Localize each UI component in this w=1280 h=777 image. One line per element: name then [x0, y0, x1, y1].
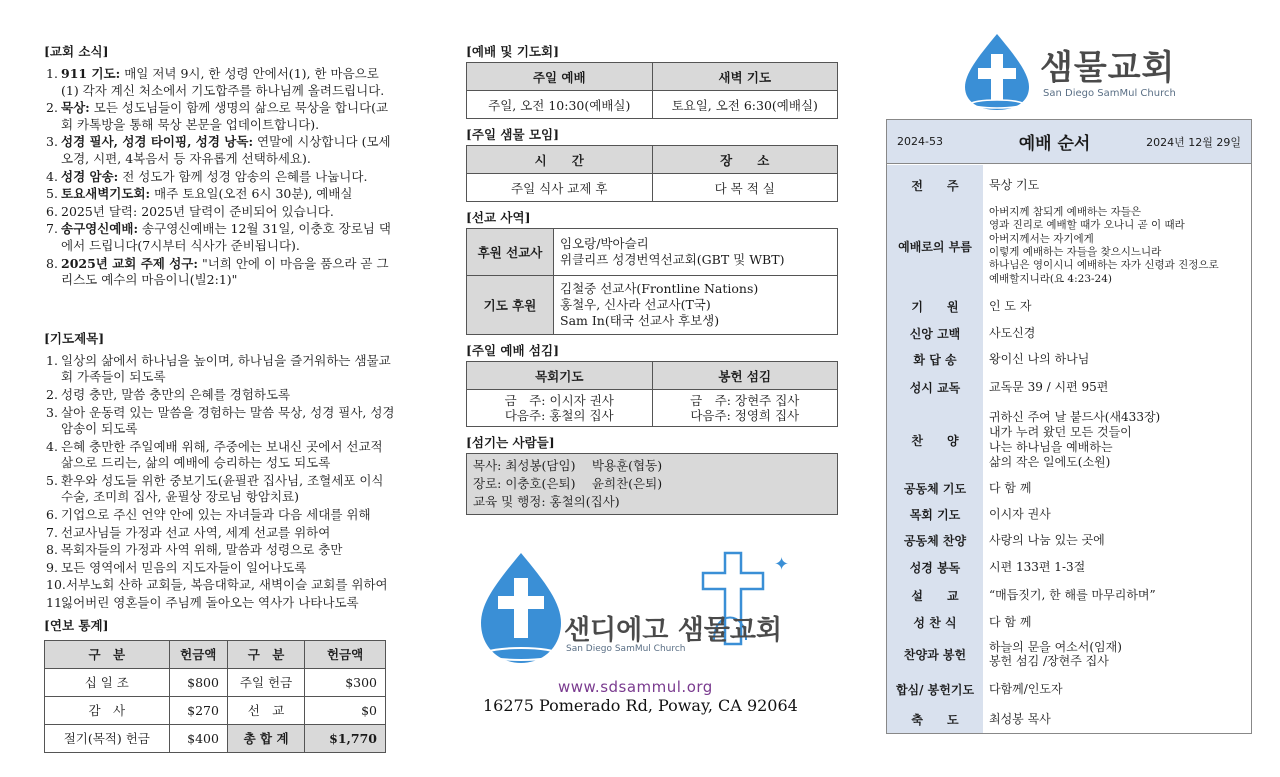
worship-order-row: [887, 348, 1251, 370]
worship-order-row: [887, 678, 1251, 700]
list-item: [44, 439, 396, 472]
worship-order-list: [887, 165, 1251, 733]
worship-order-label: 화 답 송: [913, 352, 957, 367]
meeting-value: 다 목 적 실: [652, 174, 838, 202]
serving-table: [466, 361, 838, 427]
stats-total-value: $1,770: [305, 724, 386, 752]
mission-support-line: 임오랑/박아슬리: [560, 236, 649, 251]
mission-support-label: 후원 선교사: [467, 229, 554, 276]
serving-title: [주일 예배 섬김]: [466, 343, 559, 358]
serving-header: 목회기도: [467, 362, 653, 390]
worship-order-label: 공동체 찬양: [903, 533, 967, 548]
list-item-heading: 911 기도:: [61, 66, 121, 81]
list-item-text: 선교사님들 가정과 선교 사역, 세계 선교를 위하여: [61, 524, 331, 540]
worship-order-row: [887, 173, 1251, 197]
stats-cell: $0: [305, 696, 386, 724]
stats-header: 헌금액: [169, 640, 227, 668]
list-item-text: 은혜 충만한 주일예배 위해, 주중에는 보내신 곳에서 선교적 삶으로 드리는, 삶의 예배에 승리하는 성도 되도록: [61, 438, 383, 471]
mission-title: [선교 사역]: [466, 210, 531, 225]
worship-order-row: [887, 322, 1251, 344]
serving-offering-line: 다음주: 정영희 집사: [690, 408, 800, 423]
meeting-table: [466, 145, 838, 202]
svg-text:✦: ✦: [774, 554, 790, 575]
stats-cell: 주일 헌금: [227, 668, 304, 696]
list-number: 4.: [46, 168, 58, 184]
list-item-text: 일상의 삶에서 하나님을 높이며, 하나님을 즐거워하는 샘물교회 가족들이 되도록: [61, 352, 391, 385]
list-item: [44, 595, 396, 612]
list-item-heading: 송구영신예배:: [61, 221, 139, 237]
worship-order-label: 설 교: [911, 588, 959, 603]
services-table: [466, 62, 838, 119]
worship-order-row: [887, 706, 1251, 732]
bulletin-number: 2024-53: [897, 135, 943, 148]
worship-order-value: 다함께/인도자: [989, 682, 1063, 696]
list-item: [44, 186, 396, 203]
mission-prayer-line: Sam In(태국 선교사 후보생): [560, 313, 720, 328]
worship-order-label: 찬양과 봉헌: [903, 647, 967, 662]
list-item-heading: 토요새벽기도회:: [61, 186, 151, 202]
worship-order-row: [887, 477, 1251, 499]
worship-order-label: 전 주: [911, 178, 959, 193]
list-item-text: 전 성도가 함께 성경 암송의 은혜를 나눕니다.: [118, 168, 368, 184]
list-item: [44, 507, 396, 524]
mission-table: [466, 228, 838, 335]
news-list: [44, 66, 396, 289]
list-item-text: 매일 저녁 9시, 한 성령 안에서(1), 한 마음으로(1) 각자 계신 처소에서 기도합주를 하나님께 올려드립니다.: [61, 66, 385, 98]
list-item: [44, 204, 396, 221]
worship-order-value: 다 함 께: [989, 481, 1032, 495]
serving-prayer-line: 금 주: 이시자 권사: [504, 393, 614, 408]
list-item-text: 성령 충만, 말씀 충만의 은혜를 경험하도록: [61, 386, 291, 402]
stats-table: [44, 640, 386, 753]
list-number: 10.: [46, 577, 66, 593]
stats-cell: 절기(목적) 헌금: [45, 724, 170, 752]
list-item: [44, 256, 396, 289]
list-number: 8.: [46, 542, 58, 558]
list-number: 5.: [46, 186, 58, 202]
church-logo: [962, 32, 1032, 115]
stats-cell: 감 사: [45, 696, 170, 724]
staff-box: [466, 453, 838, 515]
worship-order-value: 하늘의 문을 여소서(임재) 봉헌 섬김 /장현주 집사: [989, 640, 1122, 668]
list-item: [44, 560, 396, 577]
mission-prayer-line: 김철중 선교사(Frontline Nations): [560, 281, 759, 296]
bulletin-date: 2024년 12월 29일: [1146, 135, 1241, 149]
list-item: [44, 542, 396, 559]
list-item: [44, 525, 396, 542]
center-logo-eng: San Diego SamMul Church: [566, 644, 686, 654]
worship-order-row: [887, 503, 1251, 525]
table-row: [45, 724, 386, 752]
worship-order-header: [887, 120, 1251, 164]
worship-order-value: 최성봉 목사: [989, 712, 1051, 726]
center-logo: [476, 548, 806, 681]
staff-line: 장로: 이충호(은퇴) 윤희찬(은퇴): [473, 476, 663, 491]
list-number: 7.: [46, 221, 58, 237]
worship-order-label: 공동체 기도: [903, 481, 967, 496]
church-name: 샘물교회: [1040, 48, 1176, 88]
list-number: 6.: [46, 203, 58, 219]
list-number: 3.: [46, 134, 58, 150]
serving-offering-line: 금 주: 장현주 집사: [690, 393, 800, 408]
table-row: [45, 696, 386, 724]
worship-order-label: 예배로의 부름: [898, 239, 972, 254]
worship-order-value: 귀하신 주여 날 붙드사(새433장) 내가 누려 왔던 모든 것들이 나는 하나님을 예배하는 삶의 작은 일에도(소원): [989, 410, 1161, 469]
list-item-text: 살아 운동력 있는 말씀을 경험하는 말씀 묵상, 성경 필사, 성경 암송이 되도록: [61, 404, 395, 437]
list-item-text: 서부노회 산하 교회들, 복음대학교, 새벽이슬 교회를 위하여: [66, 577, 388, 593]
church-name-english: San Diego SamMul Church: [1043, 88, 1176, 99]
worship-order-value: 인 도 자: [989, 299, 1032, 313]
meeting-header: 장 소: [652, 146, 838, 174]
mission-support-line: 위클리프 성경번역선교회(GBT 및 WBT): [560, 252, 785, 267]
staff-title: [섬기는 사람들]: [466, 435, 555, 450]
list-item-text: 모든 성도님들이 함께 생명의 삶으로 묵상을 합니다(교회 카톡방을 통해 묵상 본문을 업데이트합니다).: [61, 100, 389, 132]
list-number: 4.: [46, 438, 58, 454]
list-item-text: 송구영신예배는 12월 31일, 이충호 장로님 댁에서 드립니다(7시부터 식사가 준비됩니다).: [61, 221, 391, 253]
staff-line: 교육 및 행정: 홍철의(집사): [473, 494, 620, 509]
list-item-text: 잃어버린 영혼들이 주님께 돌아오는 역사가 나타나도록: [61, 595, 359, 611]
list-number: 2.: [46, 386, 58, 402]
list-number: 1.: [46, 352, 58, 368]
list-number: 7.: [46, 524, 58, 540]
worship-order-label: 성 찬 식: [913, 615, 957, 630]
services-header: 주일 예배: [467, 63, 653, 91]
worship-order-label: 성경 봉독: [909, 560, 961, 575]
worship-order-value: 사도신경: [989, 326, 1036, 340]
stats-title: [연보 통계]: [44, 617, 109, 633]
list-item-text: 모든 영역에서 믿음의 지도자들이 일어나도록: [61, 559, 307, 575]
list-number: 3.: [46, 404, 58, 420]
mission-prayer-label: 기도 후원: [467, 276, 554, 335]
worship-order-label: 찬 양: [911, 433, 959, 448]
worship-order-panel: [886, 119, 1252, 734]
list-item-text: 환우와 성도들 위한 중보기도(윤필관 집사님, 조혈세포 이식 수술, 조미희 집사, 윤필상 장로님 항암치료): [61, 472, 384, 505]
worship-order-value: 사랑의 나눔 있는 곳에: [989, 533, 1105, 547]
worship-order-row: [887, 529, 1251, 551]
middle-column: [466, 42, 838, 515]
worship-order-title: 예배 순서: [1018, 134, 1091, 154]
services-title: [예배 및 기도회]: [466, 44, 559, 59]
worship-order-value: “매듭짓기, 한 해를 마무리하며”: [989, 588, 1156, 602]
stats-cell: $800: [169, 668, 227, 696]
list-item-heading: 성경 필사, 성경 타이핑, 성경 낭독:: [61, 134, 254, 150]
list-item: [44, 387, 396, 404]
list-item: [44, 134, 396, 167]
list-item: [44, 66, 396, 99]
news-title: [교회 소식]: [44, 44, 109, 59]
list-number: 1.: [46, 66, 58, 81]
worship-order-row: [887, 611, 1251, 633]
serving-header: 봉헌 섬김: [652, 362, 838, 390]
list-item: [44, 473, 396, 506]
list-item: [44, 577, 396, 594]
worship-order-label: 기 원: [911, 299, 959, 314]
list-item: [44, 169, 396, 186]
staff-line: 목사: 최성봉(담임) 박용훈(협동): [473, 458, 663, 473]
stats-header: 구 분: [45, 640, 170, 668]
worship-order-row: [887, 372, 1251, 402]
worship-order-value: 아버지께 참되게 예배하는 자들은 영과 진리로 예배할 때가 오나니 곧 이 때라 아버지께서는 자기에게 이렇게 예배하는 자들을 찾으시느니라 하나님은 영이시니 예배하는 자가 신령과 진정으로 예배할지니라(요 4:23-24): [989, 205, 1219, 285]
church-address: 16275 Pomerado Rd, Poway, CA 92064: [483, 696, 798, 715]
services-header: 새벽 기도: [652, 63, 838, 91]
worship-order-row: [887, 410, 1251, 470]
list-item-text: 연말에 시상합니다 (모세오경, 시편, 4복음서 등 자유롭게 선택하세요).: [61, 134, 391, 166]
stats-total-label: 총 합 계: [227, 724, 304, 752]
worship-order-label: 신앙 고백: [909, 326, 961, 341]
stats-header: 구 분: [227, 640, 304, 668]
serving-prayer-line: 다음주: 홍철의 집사: [504, 408, 614, 423]
list-number: 5.: [46, 472, 58, 488]
list-item: [44, 405, 396, 438]
list-number: 9.: [46, 559, 58, 575]
list-item: [44, 221, 396, 254]
center-logo-text: 샌디에고 샘물교회: [564, 615, 783, 646]
worship-order-label: 합심/ 봉헌기도: [895, 682, 975, 697]
stats-header: 헌금액: [305, 640, 386, 668]
table-row: [45, 668, 386, 696]
list-item-heading: 2025년 교회 주제 성구:: [61, 255, 198, 271]
worship-order-value: 시편 133편 1-3절: [989, 560, 1086, 574]
prayer-title: [기도제목]: [44, 330, 105, 346]
list-item-text: "너희 안에 이 마음을 품으라 곧 그리스도 예수의 마음이니(빌2:1)": [61, 255, 389, 288]
mission-prayer-line: 홍철우, 신사라 선교사(T국): [560, 297, 711, 312]
list-item-heading: 묵상:: [61, 100, 90, 116]
worship-order-value: 교독문 39 / 시편 95편: [989, 380, 1109, 394]
left-column: [44, 42, 396, 753]
meeting-value: 주일 식사 교제 후: [467, 174, 653, 202]
worship-order-label: 성시 교독: [909, 380, 961, 395]
services-value: 주일, 오전 10:30(예배실): [467, 91, 653, 119]
list-item: [44, 100, 396, 133]
worship-order-label: 축 도: [911, 712, 959, 727]
meeting-header: 시 간: [467, 146, 653, 174]
worship-order-row: [887, 294, 1251, 318]
worship-order-value: 이시자 권사: [989, 507, 1051, 521]
list-number: 6.: [46, 507, 58, 523]
list-item-text: 매주 토요일(오전 6시 30분), 예배실: [150, 186, 353, 202]
worship-order-row: [887, 584, 1251, 606]
website-link[interactable]: www.sdsammul.org: [558, 678, 713, 696]
stats-cell: 선 교: [227, 696, 304, 724]
list-number: 11.: [46, 595, 66, 611]
worship-order-value: 묵상 기도: [989, 178, 1040, 192]
list-item-text: 기업으로 주신 언약 안에 있는 자녀들과 다음 세대를 위해: [61, 507, 371, 523]
prayer-list: [44, 353, 396, 612]
worship-order-value: 왕이신 나의 하나님: [989, 352, 1090, 366]
list-number: 8.: [46, 255, 58, 271]
services-value: 토요일, 오전 6:30(예배실): [652, 91, 838, 119]
list-item-heading: 성경 암송:: [61, 168, 119, 184]
worship-order-value: 다 함 께: [989, 615, 1032, 629]
list-item-text: 목회자들의 가정과 사역 위해, 말씀과 성령으로 충만: [61, 542, 343, 558]
worship-order-row: [887, 637, 1251, 671]
water-drop-cross-icon: [962, 32, 1032, 112]
meeting-title: [주일 샘물 모임]: [466, 127, 559, 142]
stats-cell: $300: [305, 668, 386, 696]
worship-order-label: 목회 기도: [909, 507, 961, 522]
worship-order-row: [887, 202, 1251, 290]
stats-cell: 십 일 조: [45, 668, 170, 696]
list-number: 2.: [46, 100, 58, 116]
worship-order-row: [887, 556, 1251, 578]
stats-cell: $270: [169, 696, 227, 724]
list-item-text: 2025년 달력: 2025년 달력이 준비되어 있습니다.: [61, 203, 334, 219]
stats-cell: $400: [169, 724, 227, 752]
list-item: [44, 353, 396, 386]
